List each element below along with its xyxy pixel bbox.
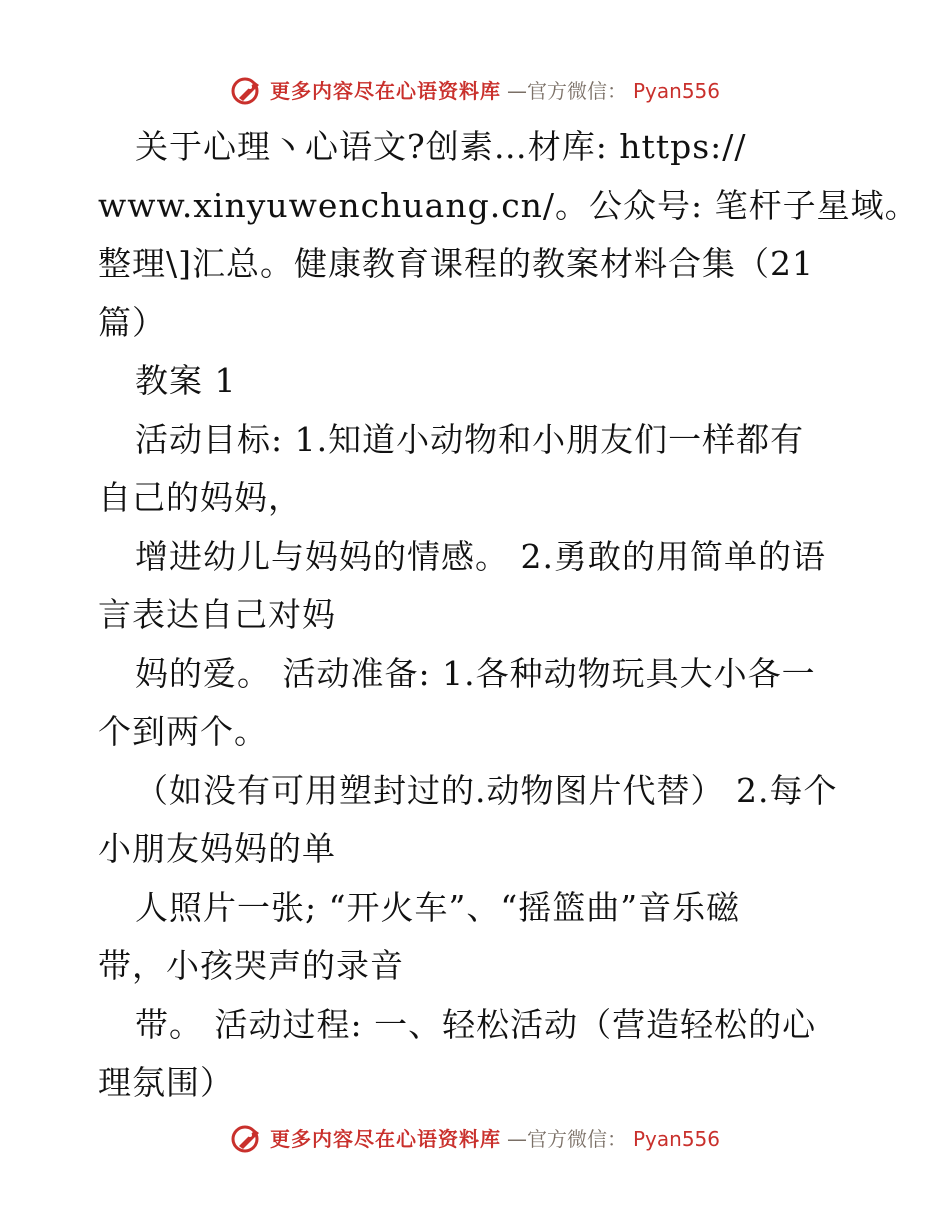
banner-wechat-label: —官方微信： [506,79,627,103]
pen-circle-logo-icon [230,1124,264,1154]
pen-circle-logo-icon [230,76,264,106]
banner-wechat-label: —官方微信： [506,1127,627,1151]
text-line: 言表达自己对妈 [98,595,336,634]
text-line: 人照片一张; “开火车”、“摇篮曲”音乐磁 [135,887,741,927]
banner-site-name: 更多内容尽在心语资料库 [269,79,501,103]
text-line: 带，小孩哭声的录音 [98,946,404,985]
text-line: 教案 1 [135,361,237,400]
text-line: 妈的爱。 活动准备: 1.各种动物玩具大小各一 [135,653,816,693]
text-line: 自己的妈妈， [98,478,302,517]
text-line: 关于心理丶心语文?创素…材库: https:// [135,127,747,166]
banner-wechat-id: Pyan556 [632,1127,720,1151]
text-line: 增进幼儿与妈妈的情感。 2.勇敢的用简单的语 [135,536,826,576]
header-banner [0,76,950,106]
footer-banner [0,1124,950,1154]
text-line: 理氛围） [98,1063,234,1102]
text-line: 篇） [98,302,166,342]
document-body [98,118,919,1113]
banner-site-name: 更多内容尽在心语资料库 [269,1127,501,1151]
text-line: 活动目标: 1.知道小动物和小朋友们一样都有 [135,419,805,459]
text-line: 整理\]汇总。健康教育课程的教案材料合集（21 [98,244,814,283]
text-line: www.xinyuwenchuang.cn/。公众号: 笔杆子星域。 [98,185,919,225]
text-line: （如没有可用塑封过的.动物图片代替） 2.每个 [135,770,838,810]
text-line: 小朋友妈妈的单 [98,829,336,868]
text-line: 个到两个。 [98,712,268,751]
banner-wechat-id: Pyan556 [632,79,720,103]
text-line: 带。 活动过程: 一、轻松活动（营造轻松的心 [135,1004,817,1044]
